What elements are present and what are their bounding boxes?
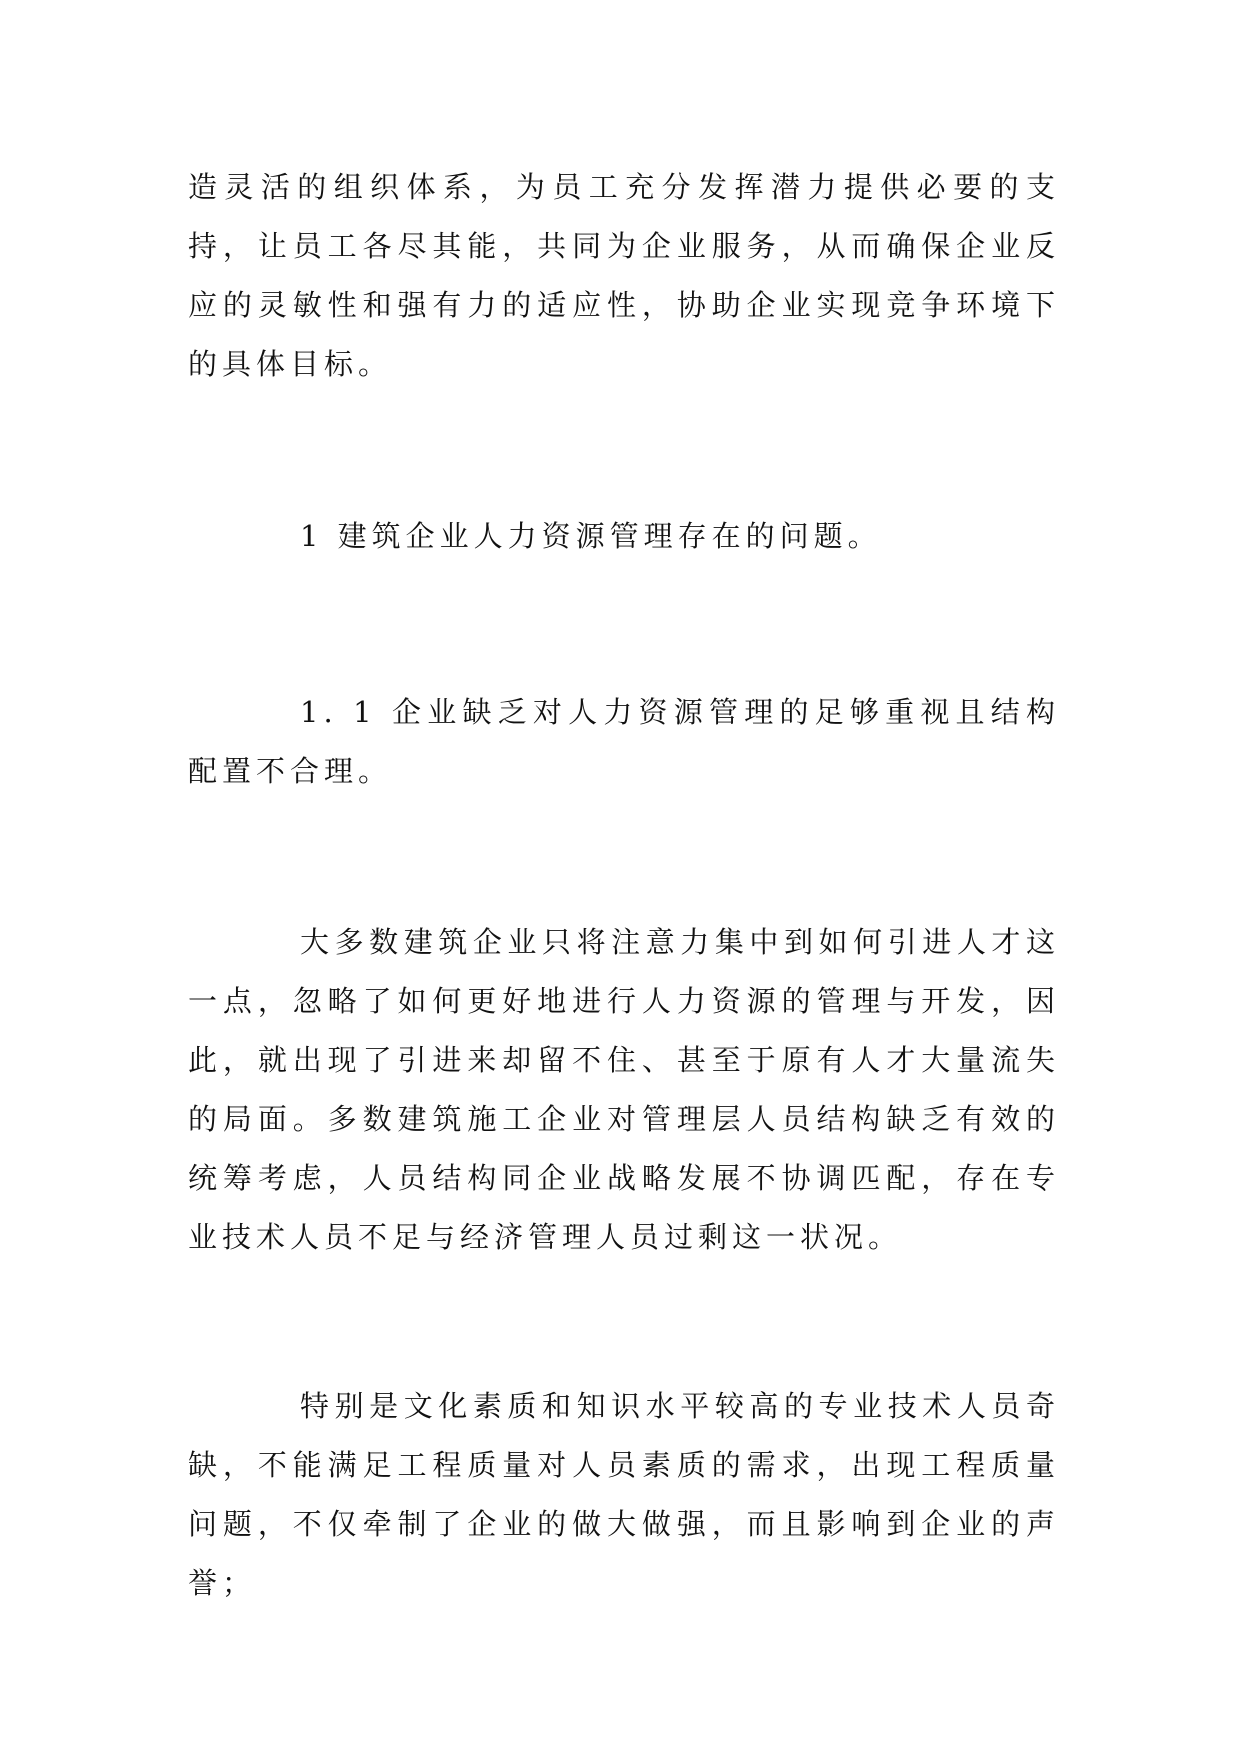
- section-heading: 1 建筑企业人力资源管理存在的问题。: [300, 519, 882, 553]
- subsection-heading: 1. 1 企业缺乏对人力资源管理的足够重视且结构配置不合理。: [188, 695, 1060, 788]
- body-paragraph: 特别是文化素质和知识水平较高的专业技术人员奇缺，不能满足工程质量对人员素质的需求，出现工程质量问题，不仅牵制了企业的做大做强，而且影响到企业的声誉；: [188, 1389, 1060, 1600]
- paragraph-continuation: 造灵活的组织体系，为员工充分发挥潜力提供必要的支持，让员工各尽其能，共同为企业服务，从而确保企业反应的灵敏性和强有力的适应性，协助企业实现竞争环境下的具体目标。: [188, 170, 1060, 381]
- body-paragraph: 大多数建筑企业只将注意力集中到如何引进人才这一点，忽略了如何更好地进行人力资源的管理与开发，因此，就出现了引进来却留不住、甚至于原有人才大量流失的局面。多数建筑施工企业对管理层人员结构缺乏有效的统筹考虑，人员结构同企业战略发展不协调匹配，存在专业技术人员不足与经济管理人员过剩这一状况。: [188, 925, 1060, 1254]
